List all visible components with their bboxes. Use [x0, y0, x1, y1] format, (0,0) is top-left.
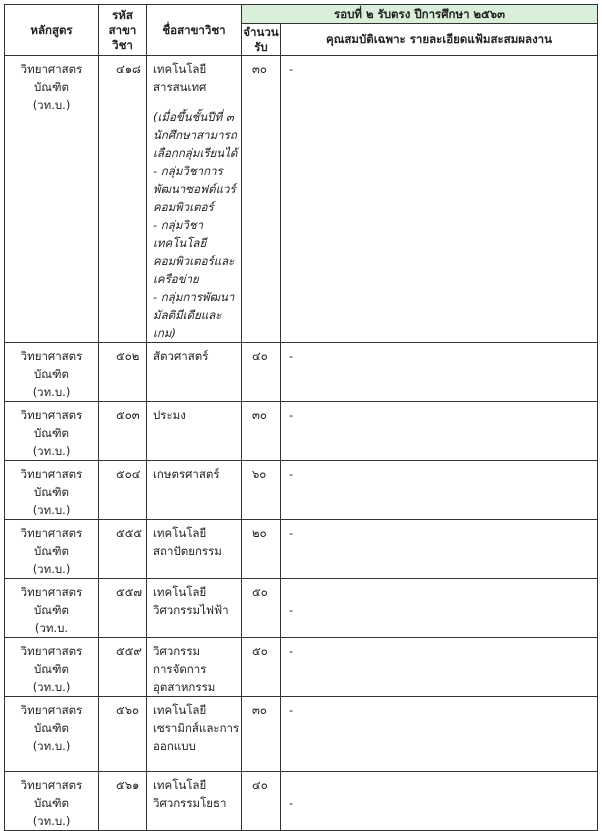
seats-count: ๔๐: [242, 772, 281, 831]
program-abbr: (วท.บ.): [32, 739, 71, 753]
note-line: - กลุ่มการพัฒนา: [153, 290, 235, 304]
major-name-line: ออกแบบ: [153, 739, 196, 753]
seats-count: ๖๐: [242, 461, 281, 520]
table-row: [5, 638, 598, 697]
header-row-round: [5, 5, 598, 24]
major-cell: [147, 697, 242, 772]
program-name: วิทยาศาสตรบัณฑิต: [20, 644, 83, 676]
major-cell: [147, 579, 242, 638]
program-abbr: (วท.บ.): [32, 562, 71, 576]
program-name: วิทยาศาสตรบัณฑิต: [20, 408, 83, 440]
major-cell: [147, 520, 242, 579]
note-line: (เมื่อขึ้นชั้นปีที่ ๓: [153, 110, 234, 124]
major-name-line: สถาปัตยกรรม: [153, 544, 222, 558]
table-body: [5, 56, 598, 831]
qualification-text: -: [281, 343, 598, 402]
seats-count: ๓๐: [242, 697, 281, 772]
major-name-line: การจัดการ: [153, 662, 207, 676]
header-seats: จำนวนรับ: [243, 24, 279, 54]
major-name-line: วิศวกรรมไฟฟ้า: [153, 603, 229, 617]
major-name-line: สัตวศาสตร์: [153, 349, 209, 363]
table-row: [5, 56, 598, 343]
table-row: [5, 402, 598, 461]
major-name-line: อุตสาหกรรม: [153, 680, 216, 694]
header-qualifications: คุณสมบัติเฉพาะ รายละเอียดแฟ้มสะสมผลงาน: [281, 24, 598, 56]
program-cell: [5, 579, 99, 638]
admission-table: [4, 4, 598, 831]
major-name-line: วิศวกรรมโยธา: [153, 796, 227, 810]
major-name-line: สารสนเทศ: [153, 80, 207, 94]
qualification-text: -: [281, 461, 598, 520]
qualification-text: -: [281, 579, 598, 638]
header-code: รหัสสาขาวิชา: [99, 5, 147, 56]
qualification-text: -: [281, 402, 598, 461]
program-abbr: (วท.บ.): [32, 385, 71, 399]
major-code: ๕๐๒: [99, 343, 147, 402]
table-row: [5, 343, 598, 402]
program-cell: [5, 402, 99, 461]
major-name-line: เกษตรศาสตร์: [153, 467, 220, 481]
program-cell: [5, 56, 99, 343]
major-code: ๕๖๐: [99, 697, 147, 772]
major-code: ๕๐๓: [99, 402, 147, 461]
major-name-line: เทคโนโลยี: [153, 703, 207, 717]
major-name-line: วิศวกรรม: [153, 644, 201, 658]
program-abbr: (วท.บ.): [32, 444, 71, 458]
program-cell: [5, 461, 99, 520]
program-abbr: (วท.บ.): [32, 680, 71, 694]
program-name: วิทยาศาสตรบัณฑิต: [20, 778, 83, 810]
major-name-line: เทคโนโลยี: [153, 778, 207, 792]
major-cell: [147, 56, 242, 343]
major-name-line: เทคโนโลยี: [153, 62, 207, 76]
note-line: คอมพิวเตอร์และ: [153, 254, 235, 268]
qualification-text: -: [281, 520, 598, 579]
table-row: [5, 579, 598, 638]
major-name-line: เทคโนโลยี: [153, 585, 207, 599]
note-line: เครือข่าย: [153, 272, 199, 286]
table-row: [5, 461, 598, 520]
major-code: ๕๕๕: [99, 520, 147, 579]
major-code: ๔๑๘: [99, 56, 147, 343]
header-round-title: รอบที่ ๒ รับตรง ปีการศึกษา ๒๕๖๓: [242, 5, 598, 24]
note-line: พัฒนาซอฟต์แวร์: [153, 182, 236, 196]
program-name: วิทยาศาสตรบัณฑิต: [20, 585, 83, 617]
major-code: ๕๐๔: [99, 461, 147, 520]
seats-count: ๔๐: [242, 343, 281, 402]
program-abbr: (วท.บ.: [34, 621, 69, 635]
major-cell: [147, 402, 242, 461]
note-line: มัลติมีเดียและเกม): [153, 308, 222, 340]
program-cell: [5, 697, 99, 772]
note-line: เลือกกลุ่มเรียนได้: [153, 146, 238, 160]
major-code: ๕๕๗: [99, 579, 147, 638]
program-name: วิทยาศาสตรบัณฑิต: [20, 526, 83, 558]
program-abbr: (วท.บ.): [32, 98, 71, 112]
seats-count: ๕๐: [242, 638, 281, 697]
note-line: คอมพิวเตอร์: [153, 200, 214, 214]
major-name-line: เทคโนโลยี: [153, 526, 207, 540]
seats-count: ๒๐: [242, 520, 281, 579]
program-name: วิทยาศาสตรบัณฑิต: [20, 467, 83, 499]
qualification-text: -: [281, 638, 598, 697]
header-program: หลักสูตร: [5, 5, 99, 56]
major-cell: [147, 343, 242, 402]
program-cell: [5, 520, 99, 579]
table-row: [5, 697, 598, 772]
program-name: วิทยาศาสตรบัณฑิต: [20, 703, 83, 735]
note-line: - กลุ่มวิชาเทคโนโลยี: [153, 218, 207, 250]
seats-count: ๕๐: [242, 579, 281, 638]
note-line: นักศึกษาสามารถ: [153, 128, 237, 142]
program-name: วิทยาศาสตรบัณฑิต: [20, 62, 83, 94]
program-cell: [5, 638, 99, 697]
program-name: วิทยาศาสตรบัณฑิต: [20, 349, 83, 381]
program-cell: [5, 343, 99, 402]
header-major: ชื่อสาขาวิชา: [147, 5, 242, 56]
major-name-line: ประมง: [153, 408, 186, 422]
major-name-line: เซรามิกส์และการ: [153, 721, 240, 735]
table-row: [5, 520, 598, 579]
major-code: ๕๖๑: [99, 772, 147, 831]
seats-count: ๓๐: [242, 56, 281, 343]
major-cell: [147, 461, 242, 520]
qualification-text: -: [281, 697, 598, 772]
major-code: ๕๕๙: [99, 638, 147, 697]
seats-count: ๓๐: [242, 402, 281, 461]
qualification-text: -: [281, 772, 598, 831]
qualification-text: -: [281, 56, 598, 343]
program-abbr: (วท.บ.): [32, 814, 71, 828]
program-abbr: (วท.บ.): [32, 503, 71, 517]
major-cell: [147, 638, 242, 697]
study-track-note: [153, 108, 241, 342]
note-line: - กลุ่มวิชาการ: [153, 164, 223, 178]
